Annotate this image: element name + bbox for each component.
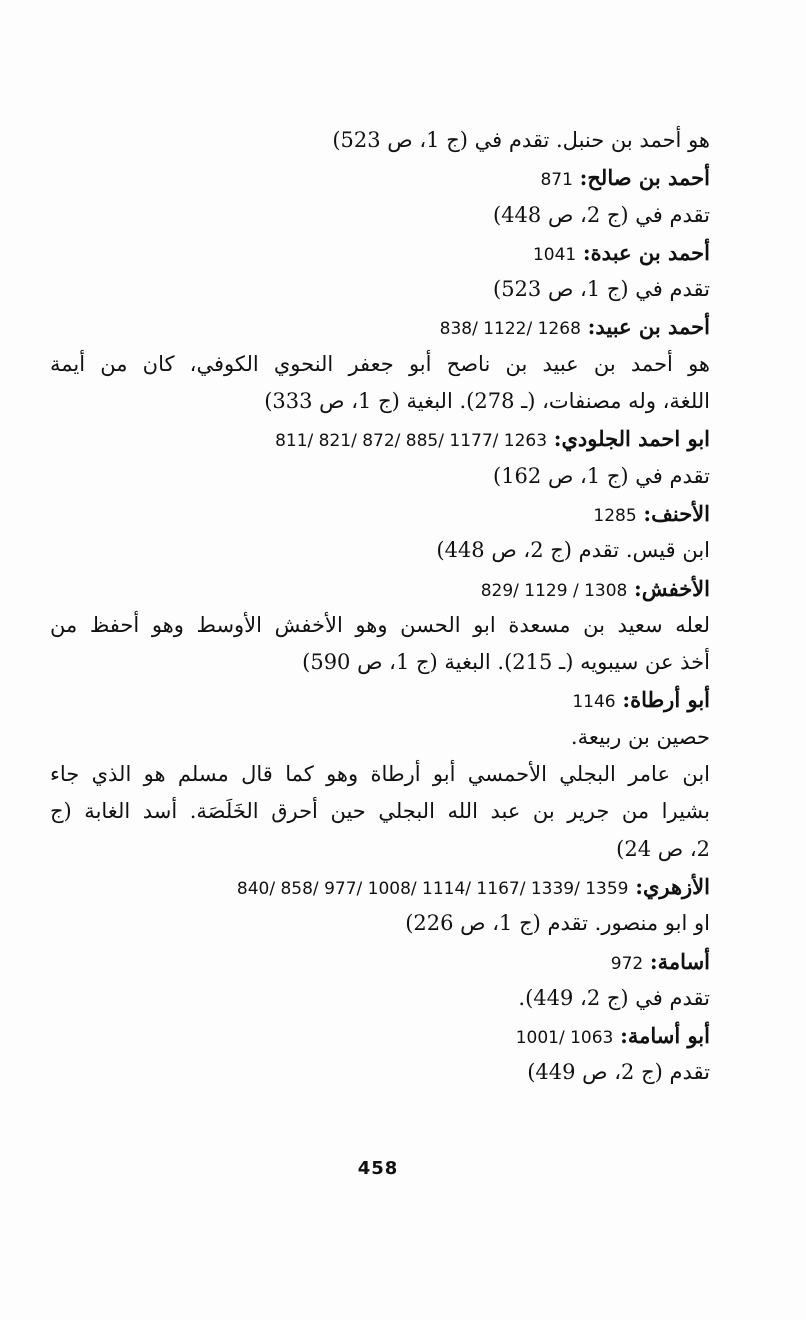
entry-text-line: اللغة، وله مصنفات، (ـ 278). البغية (ج 1، ص 333)	[264, 389, 710, 414]
entry-name: أسامة:	[649, 948, 710, 974]
entry-text-line: بشيرا من جرير بن عبد الله البجلي حين أحرق الخَلَصَة. أسد الغابة (ج	[50, 799, 710, 824]
index-entry-heading	[50, 943, 710, 980]
index-entry-heading	[50, 234, 710, 271]
entry-name: الأخفش:	[634, 575, 710, 601]
page-number: 458	[357, 1158, 399, 1179]
entry-name: الأزهري:	[635, 873, 710, 899]
entry-text-line: او ابو منصور. تقدم (ج 1، ص 226)	[405, 911, 710, 936]
index-entry-heading	[50, 420, 710, 457]
entry-text-line: حصين بن ربيعة.	[570, 724, 710, 749]
index-entry-heading	[50, 308, 710, 345]
index-entry-heading	[50, 1017, 710, 1054]
entry-page-refs: 1041	[532, 244, 577, 265]
entry-name: ابو احمد الجلودي:	[553, 426, 710, 452]
entry-text-line: تقدم في (ج 2، ص 448)	[492, 202, 710, 227]
entry-page-refs: 972	[610, 953, 644, 974]
entry-text-line: تقدم (ج 2، ص 449)	[527, 1060, 710, 1085]
entry-text-line: 2، ص 24)	[616, 836, 710, 861]
entry-text-line: تقدم في (ج 1، ص 523)	[492, 277, 710, 302]
entry-name: أبو أرطاة:	[622, 687, 710, 713]
index-entries	[50, 122, 710, 1092]
entry-page-refs: 1285	[593, 505, 637, 526]
entry-name: أحمد بن عبيد:	[587, 314, 710, 340]
entry-page-refs: 1146	[572, 692, 616, 713]
entry-name: الأحنف:	[643, 500, 710, 526]
index-entry-heading	[50, 570, 710, 607]
index-entry-heading	[50, 681, 710, 718]
entry-name: أحمد بن صالح:	[579, 165, 710, 191]
entry-name: أبو أسامة:	[620, 1023, 710, 1049]
entry-text-line: لعله سعيد بن مسعدة ابو الحسن وهو الأخفش الأوسط وهو أحفظ من	[50, 612, 710, 637]
index-entry-heading	[50, 159, 710, 196]
entry-text-line: تقدم في (ج 2، 449).	[518, 985, 710, 1010]
entry-page-refs: 871	[540, 170, 573, 191]
entry-text-line: هو أحمد بن حنبل. تقدم في (ج 1، ص 523)	[332, 128, 710, 152]
entry-page-refs: 829/ 1129 / 1308	[480, 580, 628, 601]
entry-text-line: ابن عامر البجلي الأحمسي أبو أرطاة وهو كما قال مسلم هو الذي جاء	[50, 762, 710, 787]
entry-text-line: هو أحمد بن عبيد بن ناصح أبو جعفر النحوي الكوفي، كان من أيمة	[50, 351, 710, 376]
entry-text-line: أخذ عن سيبويه (ـ 215). البغية (ج 1، ص 590)	[302, 650, 710, 675]
entry-text-line: ابن قيس. تقدم (ج 2، ص 448)	[436, 538, 710, 563]
entry-page-refs: 811/ 821/ 872/ 885/ 1177/ 1263	[275, 431, 548, 452]
entry-name: أحمد بن عبدة:	[582, 239, 710, 265]
index-entry-heading	[50, 495, 710, 532]
entry-page-refs: 838/ 1122/ 1268	[439, 319, 581, 340]
entry-text-line: تقدم في (ج 1، ص 162)	[492, 463, 710, 488]
entry-page-refs: 1001/ 1063	[515, 1028, 614, 1049]
entry-page-refs: 840/ 858/ 977/ 1008/ 1114/ 1167/ 1339/ 1359	[236, 878, 629, 899]
index-entry-heading	[50, 868, 710, 905]
